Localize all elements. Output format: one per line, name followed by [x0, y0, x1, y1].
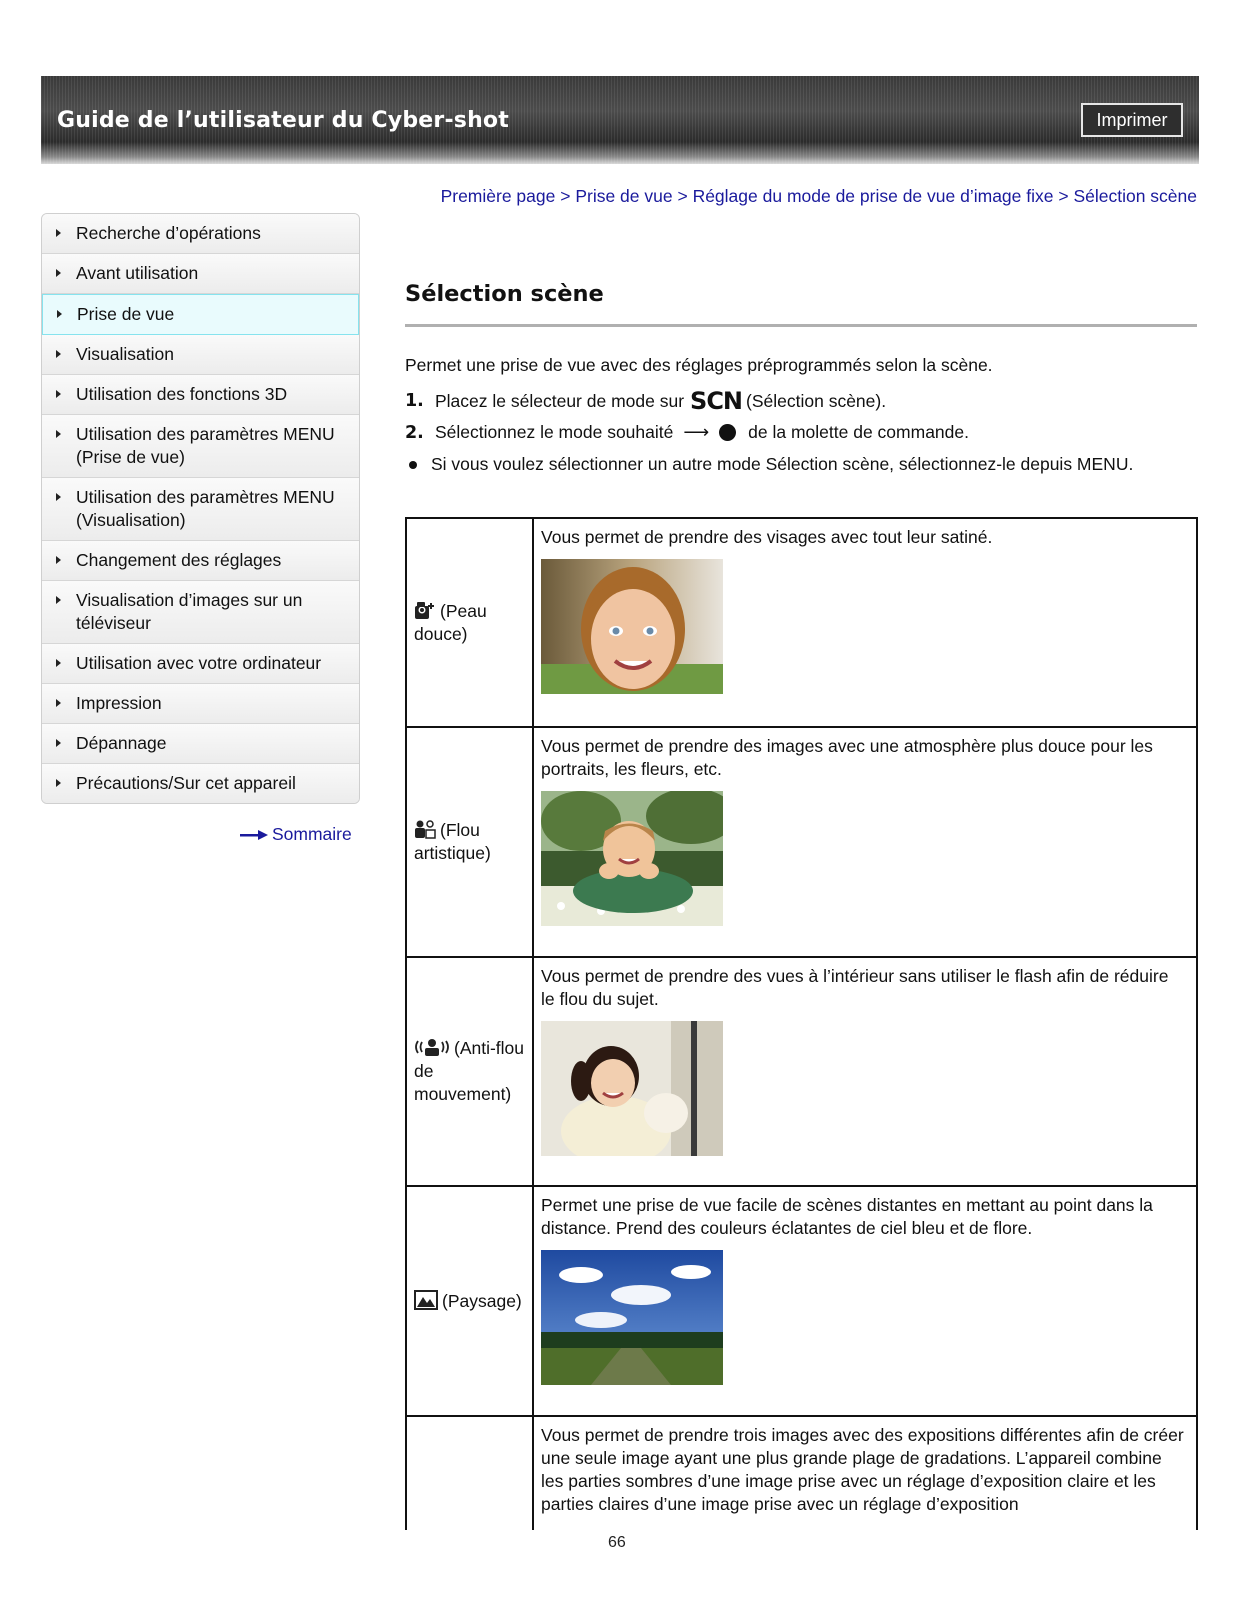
step-text: de la molette de commande.	[748, 422, 969, 442]
triangle-right-icon	[56, 269, 61, 277]
sidebar-item-label: Visualisation	[76, 344, 174, 364]
table-row	[406, 727, 1197, 957]
sidebar-item-label: Visualisation d’images sur un téléviseur	[76, 590, 303, 633]
triangle-right-icon	[56, 229, 61, 237]
breadcrumb-separator: >	[1053, 186, 1074, 206]
mode-description: Permet une prise de vue facile de scènes distantes en mettant au point dans la distance. Prend des couleurs éclatantes de ciel bleu et de flore.	[541, 1195, 1153, 1238]
breadcrumb-link-home[interactable]: Première page	[440, 186, 556, 206]
step-number: 2.	[405, 422, 424, 443]
table-row	[406, 1186, 1197, 1416]
sidebar-item-label: Recherche d’opérations	[76, 223, 261, 243]
triangle-right-icon	[56, 556, 61, 564]
soft-snap-icon	[414, 819, 436, 839]
bullet-dot-icon	[409, 461, 417, 469]
sidebar-item-label: Avant utilisation	[76, 263, 199, 283]
mode-label-cell	[406, 727, 533, 957]
sidebar-item-avant-utilisation[interactable]	[42, 254, 359, 294]
triangle-right-icon	[56, 779, 61, 787]
mode-label: (Flou artistique)	[414, 820, 491, 863]
step-text: (Sélection scène).	[746, 390, 887, 411]
breadcrumb-link-scene-selection[interactable]: Sélection scène	[1073, 186, 1197, 206]
control-wheel-center-icon	[719, 424, 736, 441]
step-number: 1.	[405, 391, 424, 411]
scene-modes-table	[405, 517, 1198, 1530]
mode-description: Vous permet de prendre des images avec une atmosphère plus douce pour les portraits, les fleurs, etc.	[541, 736, 1153, 779]
sidebar-item-label: Utilisation des paramètres MENU (Prise de vue)	[76, 424, 335, 467]
mode-description-cell	[533, 1416, 1197, 1530]
note-bullet	[409, 454, 1133, 475]
sidebar-item-fonctions-3d[interactable]	[42, 375, 359, 415]
mode-label-cell	[406, 518, 533, 727]
breadcrumb	[420, 184, 1197, 208]
mode-description-cell	[533, 727, 1197, 957]
sidebar-item-impression[interactable]	[42, 684, 359, 724]
soft-skin-icon	[414, 600, 436, 620]
arrow-right-icon	[240, 830, 268, 840]
table-row	[406, 1416, 1197, 1530]
mode-label-cell	[406, 957, 533, 1186]
landscape-sample-image	[541, 1250, 723, 1385]
sidebar-item-visualisation[interactable]	[42, 335, 359, 375]
page-header	[41, 76, 1199, 164]
triangle-right-icon	[56, 430, 61, 438]
triangle-right-icon	[56, 596, 61, 604]
print-button[interactable]: Imprimer	[1081, 103, 1183, 137]
mode-description: Vous permet de prendre des visages avec tout leur satiné.	[541, 527, 993, 547]
sidebar-item-label: Précautions/Sur cet appareil	[76, 773, 296, 793]
triangle-right-icon	[56, 739, 61, 747]
mode-label-cell	[406, 1416, 533, 1530]
soft-skin-sample-image	[541, 559, 723, 694]
mode-label: (Anti-flou de mouvement)	[414, 1038, 525, 1104]
triangle-right-icon	[56, 350, 61, 358]
sidebar-item-ordinateur[interactable]	[42, 644, 359, 684]
sidebar-item-label: Changement des réglages	[76, 550, 282, 570]
sidebar-item-menu-prise-de-vue[interactable]	[42, 415, 359, 478]
sidebar-item-label: Utilisation avec votre ordinateur	[76, 653, 322, 673]
soft-snap-sample-image	[541, 791, 723, 926]
mode-label: (Peau douce)	[414, 600, 487, 644]
triangle-right-icon	[56, 493, 61, 501]
sidebar-item-label: Prise de vue	[77, 304, 175, 324]
breadcrumb-separator: >	[555, 186, 576, 206]
breadcrumb-link-shooting[interactable]: Prise de vue	[575, 186, 673, 206]
anti-motion-blur-icon	[414, 1037, 450, 1057]
sidebar-item-precautions[interactable]	[42, 764, 359, 803]
breadcrumb-link-still-mode[interactable]: Réglage du mode de prise de vue d’image fixe	[692, 186, 1054, 206]
sidebar-item-label: Impression	[76, 693, 162, 713]
long-arrow-icon: ⟶	[683, 422, 710, 442]
page-number: 66	[608, 1534, 626, 1551]
anti-motion-blur-sample-image	[541, 1021, 723, 1156]
mode-description-cell	[533, 1186, 1197, 1416]
sidebar-item-label: Utilisation des paramètres MENU (Visualisation)	[76, 487, 335, 530]
page-title: Sélection scène	[405, 281, 604, 307]
mode-label: (Paysage)	[442, 1290, 522, 1311]
sidebar-item-changement-reglages[interactable]	[42, 541, 359, 581]
step-1	[405, 387, 886, 415]
title-divider	[405, 324, 1197, 327]
sidebar-nav	[41, 213, 360, 804]
step-text: Sélectionnez le mode souhaité	[435, 422, 674, 442]
triangle-right-icon	[56, 659, 61, 667]
step-2	[405, 422, 969, 443]
sommaire-label: Sommaire	[272, 824, 352, 844]
triangle-right-icon	[56, 390, 61, 398]
sidebar-item-depannage[interactable]	[42, 724, 359, 764]
landscape-icon	[414, 1290, 438, 1310]
mode-description-cell	[533, 957, 1197, 1186]
note-text: Si vous voulez sélectionner un autre mode Sélection scène, sélectionnez-le depuis MENU.	[431, 454, 1134, 474]
triangle-right-icon	[57, 310, 62, 318]
scn-mode-icon: SCN	[690, 387, 743, 415]
intro-text: Permet une prise de vue avec des réglages préprogrammés selon la scène.	[405, 355, 993, 375]
table-row	[406, 957, 1197, 1186]
sidebar-item-label: Dépannage	[76, 733, 167, 753]
sidebar-item-recherche[interactable]	[42, 214, 359, 254]
sidebar-item-televiseur[interactable]	[42, 581, 359, 644]
mode-description: Vous permet de prendre des vues à l’intérieur sans utiliser le flash afin de réduire le flou du sujet.	[541, 966, 1169, 1009]
step-text: Placez le sélecteur de mode sur	[435, 390, 685, 411]
sidebar-item-menu-visualisation[interactable]	[42, 478, 359, 541]
triangle-right-icon	[56, 699, 61, 707]
mode-label-cell	[406, 1186, 533, 1416]
sommaire-link[interactable]	[240, 824, 352, 845]
sidebar-item-prise-de-vue[interactable]	[42, 294, 359, 335]
guide-title: Guide de l’utilisateur du Cyber-shot	[57, 108, 509, 133]
mode-description-cell	[533, 518, 1197, 727]
mode-description: Vous permet de prendre trois images avec des expositions différentes afin de créer une seule image ayant une plus grande plage de gradations. L’appareil combine les parties sombres d’une image prise avec un réglage d’exposition claire et les parties claires d’une image prise avec un réglage d’exposition	[541, 1425, 1184, 1514]
breadcrumb-separator: >	[672, 186, 693, 206]
table-row	[406, 518, 1197, 727]
sidebar-item-label: Utilisation des fonctions 3D	[76, 384, 288, 404]
